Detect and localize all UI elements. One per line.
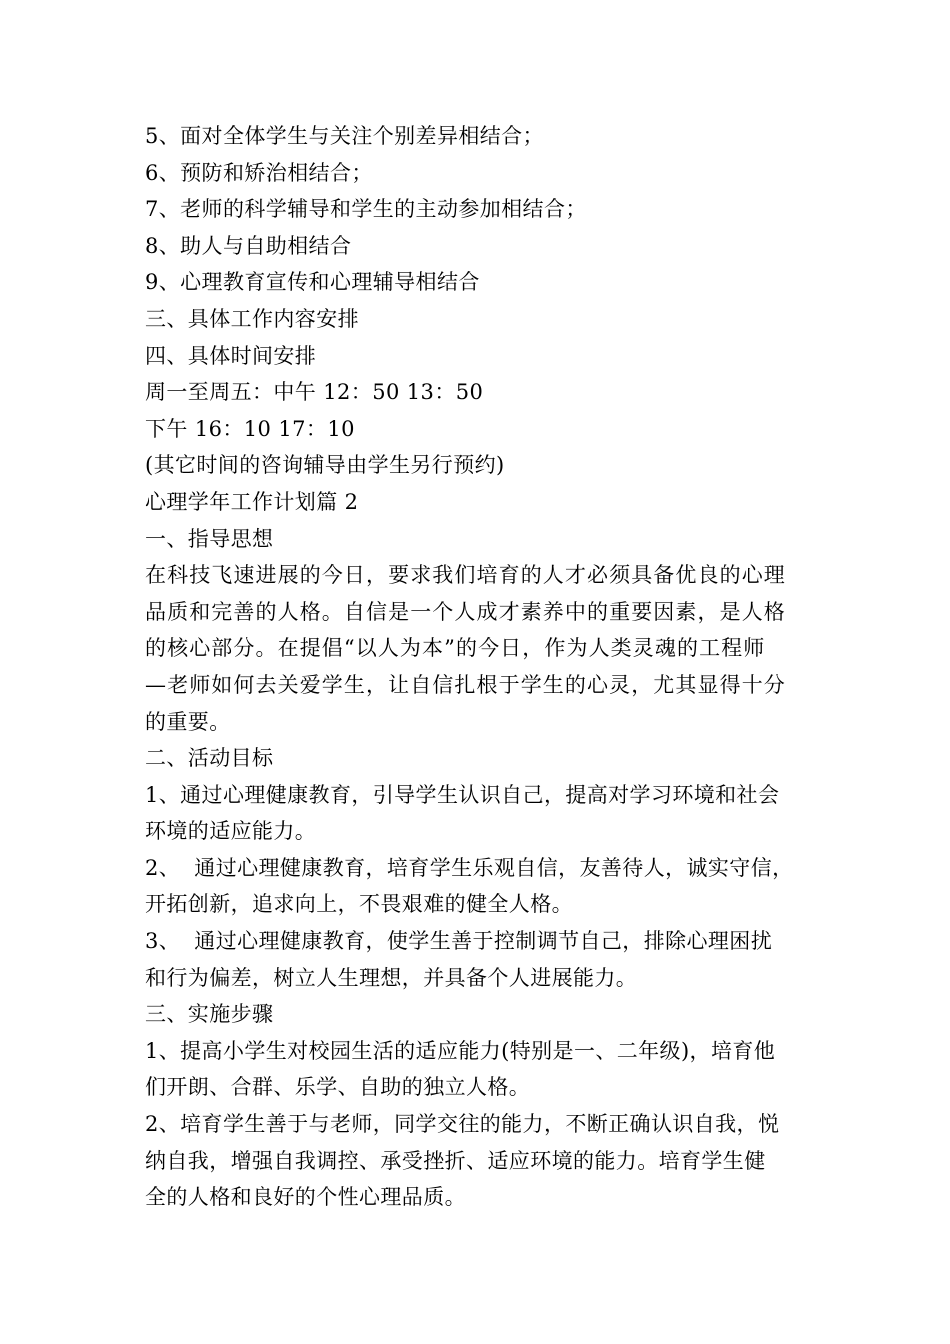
paragraph-line: 1、提高小学生对校园生活的适应能力(特别是一、二年级)，培育他 — [145, 1038, 776, 1063]
paragraph-line: 纳自我，增强自我调控、承受挫折、适应环境的能力。培育学生健 — [145, 1148, 766, 1173]
paragraph-line: 品质和完善的人格。自信是一个人成才素养中的重要因素，是人格 — [145, 599, 786, 624]
text-line: 下午 16：10 17：10 — [145, 416, 355, 441]
section-heading: 三、具体工作内容安排 — [145, 306, 359, 331]
paragraph-line: 的核心部分。在提倡“以人为本”的今日，作为人类灵魂的工程师 — [145, 636, 766, 661]
paragraph-line: 在科技飞速进展的今日，要求我们培育的人才必须具备优良的心理 — [145, 563, 786, 588]
paragraph-line: 的重要。 — [145, 709, 231, 734]
section-heading: 三、实施步骤 — [145, 1002, 274, 1027]
section-heading: 二、活动目标 — [145, 746, 274, 771]
text-line: 7、老师的科学辅导和学生的主动参加相结合； — [145, 197, 587, 222]
paragraph-line: 开拓创新，追求向上，不畏艰难的健全人格。 — [145, 892, 573, 917]
text-line: 6、预防和矫治相结合； — [145, 160, 373, 185]
text-line: 5、面对全体学生与关注个别差异相结合； — [145, 124, 544, 148]
paragraph-line: 2、培育学生善于与老师，同学交往的能力，不断正确认识自我，悦 — [145, 1112, 780, 1137]
section-heading: 四、具体时间安排 — [145, 343, 317, 368]
text-line: 8、助人与自助相结合 — [145, 233, 352, 258]
paragraph-line: 3、 通过心理健康教育，使学生善于控制调节自己，排除心理困扰 — [145, 929, 773, 954]
paragraph-line: 2、 通过心理健康教育，培育学生乐观自信，友善待人，诚实守信， — [145, 855, 794, 880]
section-heading: 一、指导思想 — [145, 526, 274, 551]
text-line: (其它时间的咨询辅导由学生另行预约) — [145, 453, 505, 478]
paragraph-line: 全的人格和良好的个性心理品质。 — [145, 1185, 466, 1210]
paragraph-line: 1、通过心理健康教育，引导学生认识自己，提高对学习环境和社会 — [145, 782, 780, 807]
text-line: 9、心理教育宣传和心理辅导相结合 — [145, 270, 480, 295]
paragraph-line: 环境的适应能力。 — [145, 819, 317, 844]
paragraph-line: —老师如何去关爱学生，让自信扎根于学生的心灵，尤其显得十分 — [145, 672, 786, 697]
article-title: 心理学年工作计划篇 2 — [145, 489, 359, 514]
paragraph-line: 和行为偏差，树立人生理想，并具备个人进展能力。 — [145, 965, 638, 990]
paragraph-line: 们开朗、合群、乐学、自助的独立人格。 — [145, 1075, 531, 1100]
text-line: 周一至周五：中午 12：50 13：50 — [145, 380, 484, 405]
document-body — [145, 118, 810, 1216]
